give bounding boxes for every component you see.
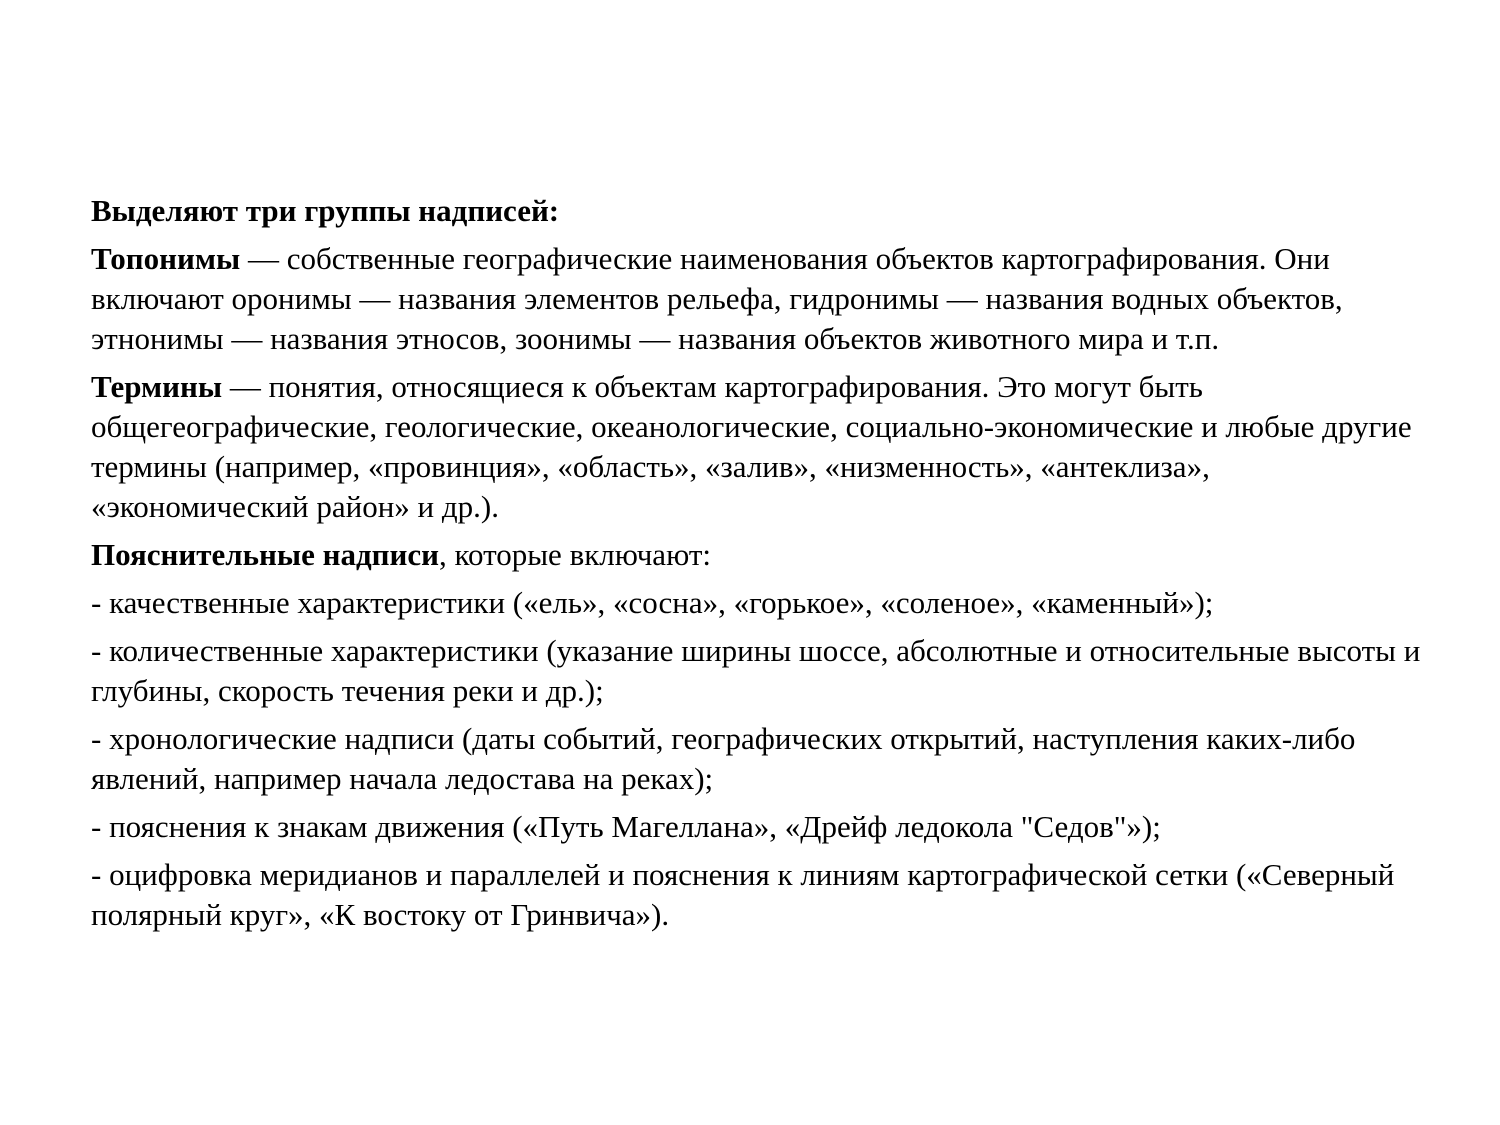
toponyms-paragraph bbox=[91, 239, 1421, 359]
terms-definition: — понятия, относящиеся к объектам картографирования. Это могут быть общегеографические, геологические, океанологические, социально-экономические и любые другие термины (например, «провинция», «область», «залив», «низменность», «антеклиза», «экономический район» и др.). bbox=[91, 369, 1412, 524]
list-item-qualitative: - качественные характеристики («ель», «сосна», «горькое», «соленое», «каменный»); bbox=[91, 585, 1214, 620]
list-item-chronological: - хронологические надписи (даты событий, географических открытий, наступления каких-либо явлений, например начала ледостава на реках); bbox=[91, 721, 1356, 796]
list-item-movement: - пояснения к знакам движения («Путь Магеллана», «Дрейф ледокола "Седов"»); bbox=[91, 809, 1161, 844]
terms-paragraph bbox=[91, 367, 1421, 527]
slide-heading: Выделяют три группы надписей: bbox=[91, 193, 560, 228]
list-item-graticule: - оцифровка меридианов и параллелей и пояснения к линиям картографической сетки («Северный полярный круг», «К востоку от Гринвича»). bbox=[91, 857, 1395, 932]
explanatory-term: Пояснительные надписи bbox=[91, 537, 440, 572]
toponyms-term: Топонимы bbox=[91, 241, 241, 276]
terms-term: Термины bbox=[91, 369, 223, 404]
explanatory-paragraph bbox=[91, 535, 1421, 575]
explanatory-intro: , которые включают: bbox=[439, 537, 711, 572]
slide-body bbox=[91, 191, 1421, 943]
list-item-quantitative: - количественные характеристики (указание ширины шоссе, абсолютные и относительные высоты и глубины, скорость течения реки и др.); bbox=[91, 633, 1421, 708]
toponyms-definition: — собственные географические наименования объектов картографирования. Они включают оронимы — названия элементов рельефа, гидронимы — названия водных объектов, этнонимы — названия этносов, зоонимы — названия объектов животного мира и т.п. bbox=[91, 241, 1343, 356]
